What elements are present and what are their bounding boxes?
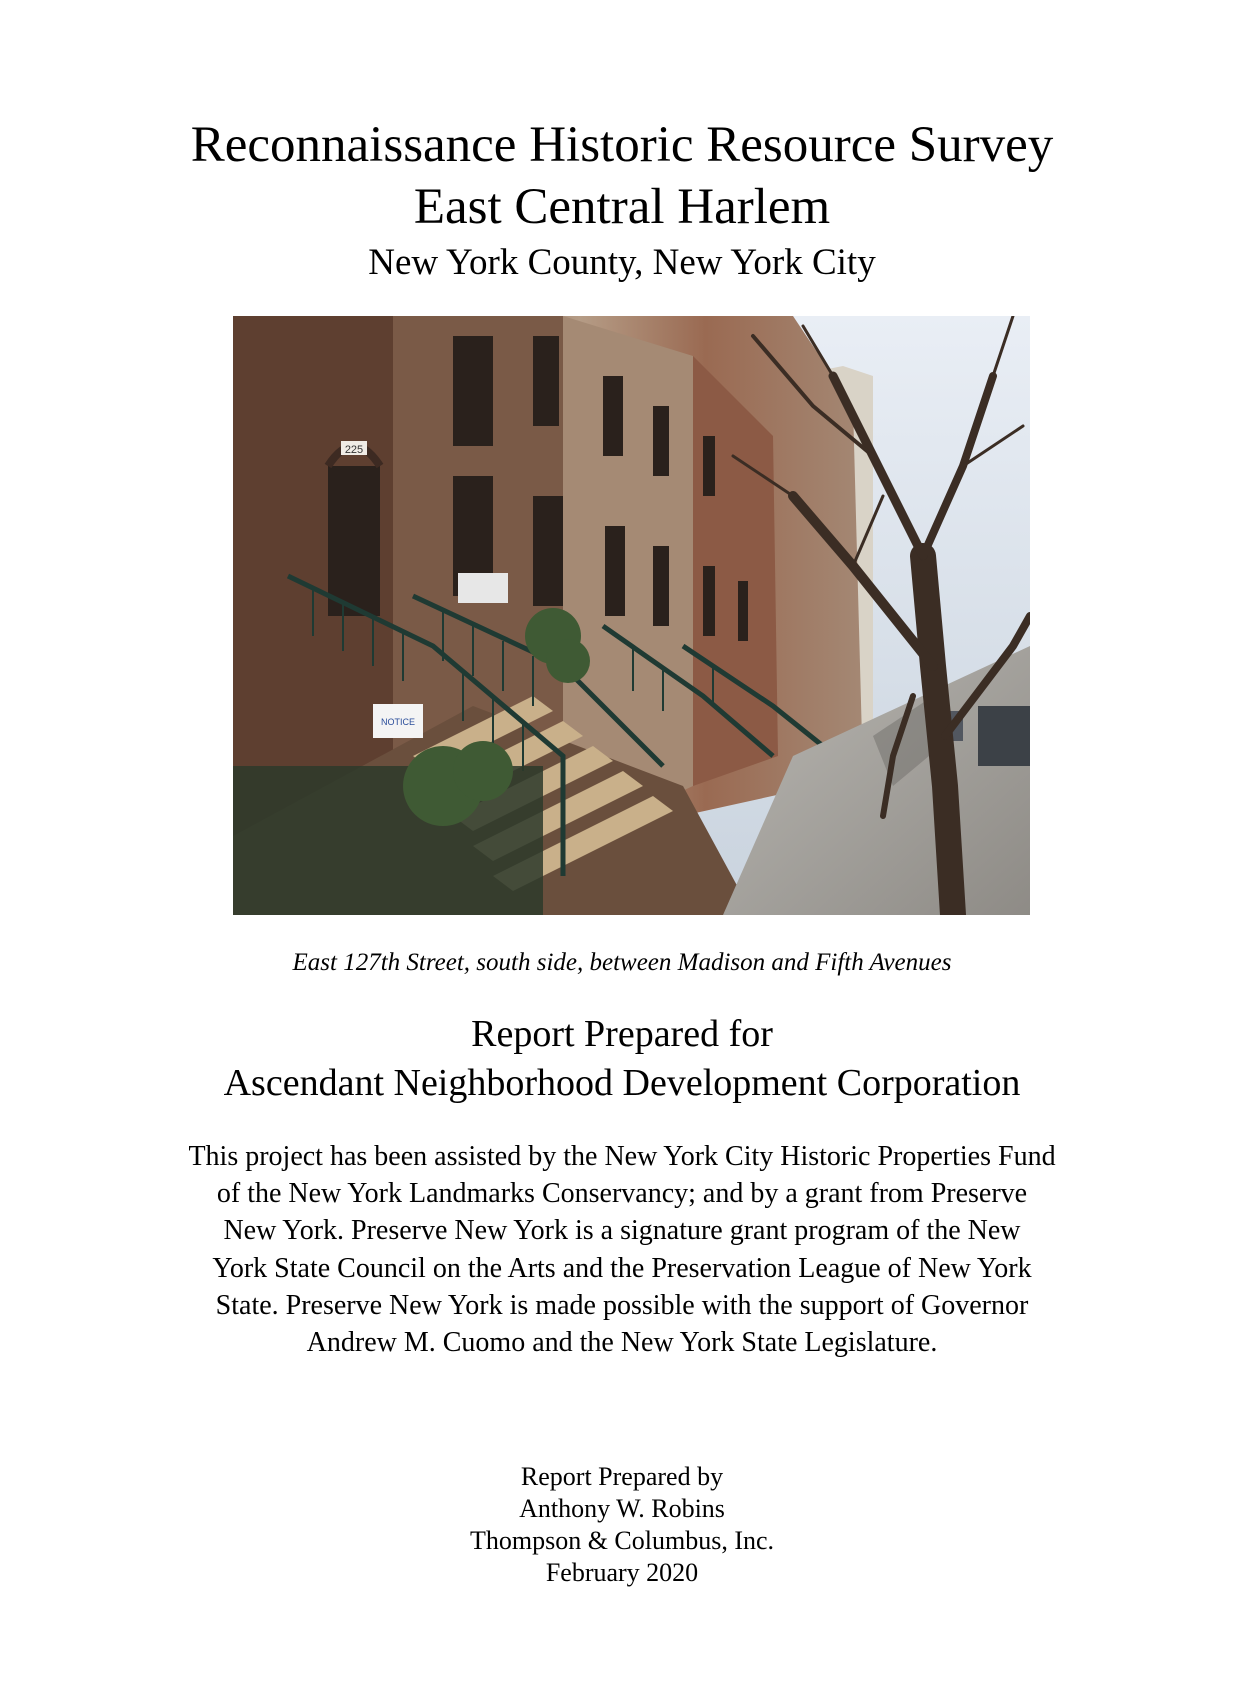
prepared-by-label: Report Prepared by	[520, 1462, 724, 1491]
acknowledgement-line: Andrew M. Cuomo and the New York State Legislature.	[306, 1327, 938, 1358]
report-title: Reconnaissance Historic Resource Survey	[190, 117, 1054, 173]
acknowledgement-line: This project has been assisted by the New York City Historic Properties Fund	[188, 1141, 1056, 1172]
acknowledgement-line: New York. Preserve New York is a signature grant program of the New	[223, 1215, 1021, 1246]
report-location-subtitle: New York County, New York City	[368, 242, 876, 283]
firm-name: Thompson & Columbus, Inc.	[469, 1526, 775, 1555]
house-number-text: 225	[344, 444, 364, 456]
report-date: February 2020	[545, 1558, 699, 1587]
acknowledgement-line: York State Council on the Arts and the Preservation League of New York	[212, 1253, 1032, 1284]
acknowledgement-line: of the New York Landmarks Conservancy; and by a grant from Preserve	[216, 1178, 1028, 1209]
cover-photo-brownstones	[233, 316, 1030, 915]
acknowledgement-line: State. Preserve New York is made possible with the support of Governor	[215, 1290, 1029, 1321]
author-name: Anthony W. Robins	[519, 1494, 725, 1523]
prepared-for-label: Report Prepared for	[471, 1013, 773, 1055]
notice-sign-text: NOTICE	[380, 717, 416, 727]
photo-caption: East 127th Street, south side, between Madison and Fifth Avenues	[292, 949, 952, 976]
client-name: Ascendant Neighborhood Development Corporation	[223, 1062, 1021, 1104]
report-area-title: East Central Harlem	[413, 179, 831, 235]
